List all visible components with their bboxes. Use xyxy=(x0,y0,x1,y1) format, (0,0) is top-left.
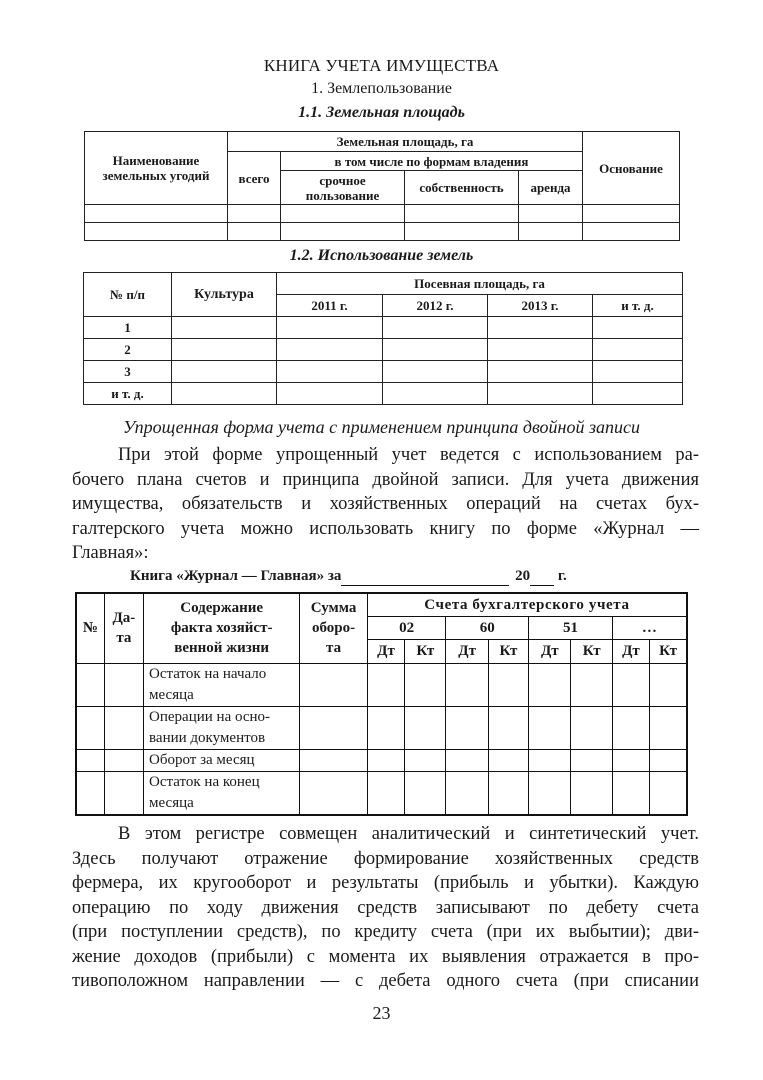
cell[interactable] xyxy=(383,383,488,405)
cell[interactable] xyxy=(300,706,368,749)
header-date: Да- та xyxy=(104,593,143,663)
land-area-table xyxy=(84,131,680,241)
double-entry-paragraph xyxy=(72,443,699,566)
cell[interactable] xyxy=(488,663,528,706)
cell[interactable] xyxy=(405,749,446,771)
cell[interactable] xyxy=(612,663,649,706)
header-land-area: Земельная площадь, га xyxy=(228,132,583,152)
cell[interactable] xyxy=(367,706,404,749)
row-label: Оборот за месяц xyxy=(144,749,300,771)
cell[interactable] xyxy=(519,223,583,241)
header-debit: Дт xyxy=(446,639,488,663)
cell[interactable] xyxy=(277,339,383,361)
cell[interactable] xyxy=(612,771,649,815)
header-debit: Дт xyxy=(367,639,404,663)
cell[interactable] xyxy=(650,706,687,749)
cell[interactable] xyxy=(172,339,277,361)
header-account: 60 xyxy=(446,616,529,639)
cell[interactable] xyxy=(488,361,593,383)
cell[interactable] xyxy=(300,749,368,771)
cell[interactable] xyxy=(488,383,593,405)
cell[interactable] xyxy=(300,663,368,706)
cell[interactable] xyxy=(104,663,143,706)
cell[interactable] xyxy=(488,706,528,749)
cell[interactable] xyxy=(446,706,488,749)
cell[interactable] xyxy=(650,771,687,815)
cell[interactable] xyxy=(85,223,228,241)
row-number: 2 xyxy=(84,339,172,361)
cell[interactable] xyxy=(281,205,405,223)
header-debit: Дт xyxy=(612,639,649,663)
text-line: Главная»: xyxy=(72,543,149,563)
table-row xyxy=(85,223,680,241)
table-row xyxy=(84,339,683,361)
table-row xyxy=(76,663,687,706)
cell[interactable] xyxy=(277,383,383,405)
double-entry-heading: Упрощенная форма учета с применением принципа двойной записи xyxy=(123,417,640,437)
cell[interactable] xyxy=(228,223,281,241)
cell[interactable] xyxy=(446,663,488,706)
cell[interactable] xyxy=(612,749,649,771)
cell[interactable] xyxy=(446,749,488,771)
cell[interactable] xyxy=(300,771,368,815)
cell[interactable] xyxy=(76,706,104,749)
cell[interactable] xyxy=(104,771,143,815)
header-year: 2013 г. xyxy=(488,295,593,317)
row-number: 3 xyxy=(84,361,172,383)
cell[interactable] xyxy=(367,749,404,771)
header-lease: аренда xyxy=(519,171,583,205)
cell[interactable] xyxy=(383,339,488,361)
cell[interactable] xyxy=(172,361,277,383)
section-heading: 1. Землепользование xyxy=(311,80,452,97)
cell[interactable] xyxy=(367,663,404,706)
cell[interactable] xyxy=(104,706,143,749)
cell[interactable] xyxy=(405,205,519,223)
header-account: 51 xyxy=(529,616,613,639)
cell[interactable] xyxy=(76,771,104,815)
header-content: Содержание факта хозяйст- венной жизни xyxy=(144,593,300,663)
cell[interactable] xyxy=(650,663,687,706)
text-line: галтерского учета можно использовать книгу по форме «Журнал — xyxy=(72,518,699,539)
cell[interactable] xyxy=(612,706,649,749)
header-ownership: собственность xyxy=(405,171,519,205)
table-row xyxy=(76,749,687,771)
cell[interactable] xyxy=(593,383,683,405)
journal-caption-text: Книга «Журнал — Главная» за xyxy=(130,568,342,584)
row-number: и т. д. xyxy=(84,383,172,405)
text-line: При этой форме упрощенный учет ведется с использованием ра- xyxy=(118,445,699,465)
journal-caption xyxy=(130,568,567,586)
header-year: 2011 г. xyxy=(277,295,383,317)
cell[interactable] xyxy=(571,771,612,815)
cell[interactable] xyxy=(519,205,583,223)
header-basis: Основание xyxy=(583,132,680,205)
table-row xyxy=(84,383,683,405)
subsection-heading-land-area: 1.1. Земельная площадь xyxy=(298,104,465,121)
header-account: 02 xyxy=(367,616,446,639)
row-label: Остаток на начало месяца xyxy=(144,663,300,706)
cell[interactable] xyxy=(405,706,446,749)
cell[interactable] xyxy=(281,223,405,241)
cell[interactable] xyxy=(76,663,104,706)
table-row xyxy=(84,361,683,383)
cell[interactable] xyxy=(488,749,528,771)
journal-main-table xyxy=(75,592,688,816)
header-total: всего xyxy=(228,152,281,205)
year-blank[interactable] xyxy=(530,568,554,586)
cell[interactable] xyxy=(172,383,277,405)
header-ownership-forms: в том числе по формам владения xyxy=(281,152,583,171)
header-land-name: Наименование земельных угодий xyxy=(85,132,228,205)
cell[interactable] xyxy=(104,749,143,771)
cell[interactable] xyxy=(277,361,383,383)
text-line: операцию по ходу движения средств записывают по дебету счета xyxy=(72,897,699,918)
cell[interactable] xyxy=(488,339,593,361)
cell[interactable] xyxy=(650,749,687,771)
cell[interactable] xyxy=(593,361,683,383)
cell[interactable] xyxy=(405,771,446,815)
cell[interactable] xyxy=(383,317,488,339)
text-line: фермера, их кругооборот и результаты (прибыль и убытки). Каждую xyxy=(72,873,699,893)
cell[interactable] xyxy=(529,771,571,815)
cell[interactable] xyxy=(529,706,571,749)
text-line: жение доходов (прибыли) с момента их выявления отражается в про- xyxy=(72,946,699,967)
text-line: (при поступлении средств), по кредиту счета (при их выбытии); дви- xyxy=(72,922,699,942)
period-blank[interactable] xyxy=(341,568,509,586)
header-credit: Кт xyxy=(405,639,446,663)
header-term-use: срочное пользование xyxy=(281,171,405,205)
cell[interactable] xyxy=(383,361,488,383)
header-crop: Культура xyxy=(172,273,277,317)
cell[interactable] xyxy=(172,317,277,339)
text-line: тивоположном направлении — с дебета одного счета (при списании xyxy=(72,971,699,991)
cell[interactable] xyxy=(488,771,528,815)
cell[interactable] xyxy=(593,339,683,361)
row-label: Остаток на конец месяца xyxy=(144,771,300,815)
year-prefix: 20 xyxy=(515,568,531,584)
cell[interactable] xyxy=(593,317,683,339)
text-line: имущества, обязательств и хозяйственных операций на счетах бух- xyxy=(72,494,699,514)
header-account: … xyxy=(612,616,687,639)
text-line: В этом регистре совмещен аналитический и синтетический учет. xyxy=(118,824,699,844)
header-row-number: № п/п xyxy=(84,273,172,317)
cell[interactable] xyxy=(571,706,612,749)
header-credit: Кт xyxy=(488,639,528,663)
cell[interactable] xyxy=(405,223,519,241)
text-line: Здесь получают отражение формирование хозяйственных средств xyxy=(72,848,699,869)
cell[interactable] xyxy=(277,317,383,339)
text-line: бочего плана счетов и принципа двойной записи. Для учета движения xyxy=(72,469,699,490)
row-number: 1 xyxy=(84,317,172,339)
table-row xyxy=(76,706,687,749)
header-number: № xyxy=(76,593,104,663)
cell[interactable] xyxy=(488,317,593,339)
land-use-table xyxy=(83,272,683,405)
cell[interactable] xyxy=(529,663,571,706)
cell[interactable] xyxy=(76,749,104,771)
header-year: и т. д. xyxy=(593,295,683,317)
cell[interactable] xyxy=(446,771,488,815)
table-row xyxy=(76,771,687,815)
table-row xyxy=(84,317,683,339)
cell[interactable] xyxy=(405,663,446,706)
row-label: Операции на осно- вании документов xyxy=(144,706,300,749)
cell[interactable] xyxy=(228,205,281,223)
cell[interactable] xyxy=(85,205,228,223)
register-paragraph xyxy=(72,822,699,994)
page-number: 23 xyxy=(372,1003,391,1023)
header-sum: Сумма оборо- та xyxy=(300,593,368,663)
year-suffix: г. xyxy=(557,568,567,584)
subsection-heading-land-use: 1.2. Использование земель xyxy=(289,247,474,264)
cell[interactable] xyxy=(529,749,571,771)
header-debit: Дт xyxy=(529,639,571,663)
cell[interactable] xyxy=(583,205,680,223)
cell[interactable] xyxy=(571,749,612,771)
cell[interactable] xyxy=(571,663,612,706)
header-credit: Кт xyxy=(571,639,612,663)
header-credit: Кт xyxy=(650,639,687,663)
header-sown-area: Посевная площадь, га xyxy=(277,273,683,295)
header-year: 2012 г. xyxy=(383,295,488,317)
page-title: КНИГА УЧЕТА ИМУЩЕСТВА xyxy=(263,56,500,75)
table-row xyxy=(85,205,680,223)
cell[interactable] xyxy=(583,223,680,241)
cell[interactable] xyxy=(367,771,404,815)
header-accounts: Счета бухгалтерского учета xyxy=(367,593,687,616)
